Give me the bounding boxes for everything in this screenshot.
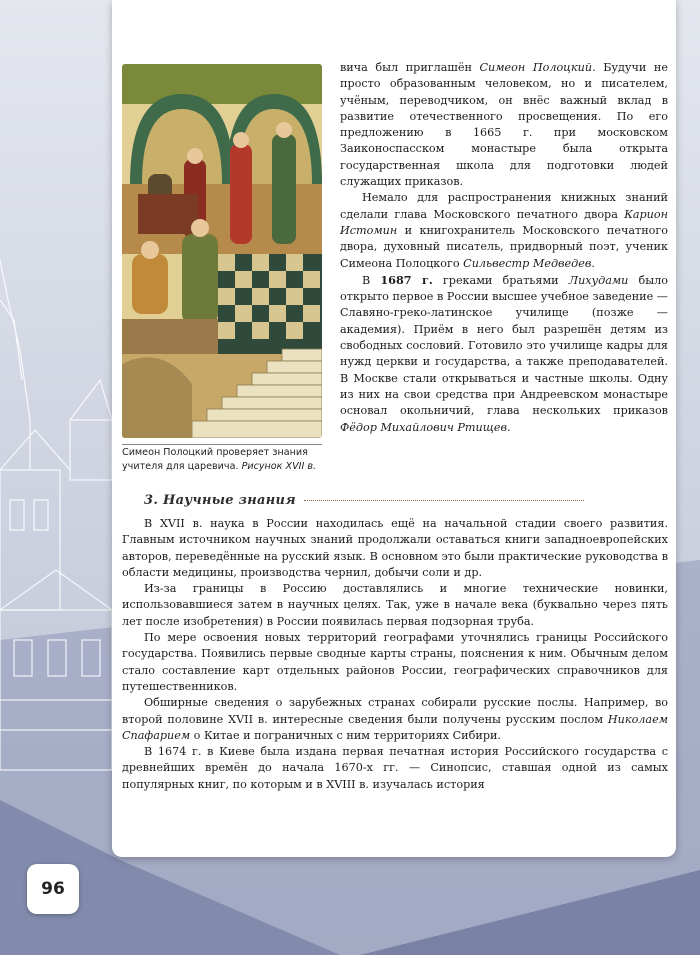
text-run: Из-за границы в Россию доставлялись и многие технические новинки, использовавшиеся затем в научных целях. Так, уже в начале века (буквально через пять лет после изобретения) в России появилась первая подзорная труба. bbox=[122, 582, 668, 628]
paragraph bbox=[122, 695, 668, 744]
italic-name: Фёдор Михайлович Ртищев bbox=[340, 420, 508, 434]
paragraph bbox=[340, 190, 668, 271]
text-run: вича был приглашён bbox=[340, 61, 480, 74]
paragraph bbox=[122, 581, 668, 630]
italic-name: Симеон Полоцкий bbox=[479, 61, 593, 74]
section-heading: 3. Научные знания bbox=[144, 492, 668, 510]
text-run: и книгохранитель Московского печатного двора, духовный писатель, придворный поэт, ученик Симеона Полоцкого bbox=[340, 223, 668, 270]
text-run: греками братьями bbox=[432, 273, 569, 287]
text-run: Обширные сведения о зарубежных странах собирали русские послы. Например, во второй половине XVII в. интересные сведения были получены русским послом bbox=[122, 696, 668, 726]
figure-caption: Симеон Полоцкий проверяет знания учителя для царевича. Рисунок XVII в. bbox=[122, 447, 317, 472]
paragraph bbox=[122, 630, 668, 695]
section-scientific-knowledge bbox=[122, 492, 668, 793]
paragraph bbox=[122, 744, 668, 793]
paragraph bbox=[340, 60, 668, 190]
paragraph bbox=[340, 272, 668, 436]
text-run: было открыто первое в России высшее учебное заведение — Славяно-греко-латинское училище (позже — академия). Приём в него был разрешён детям из свободных сословий. Готовило это училище кадры для нужд церкви и государства, а также преподавателей. В Москве стали открываться и частные школы. Одну из них на свои средства при Андреевском монастыре основал окольничий, глава нескольких приказов bbox=[340, 273, 668, 418]
section-body bbox=[122, 516, 668, 793]
caption-divider bbox=[122, 444, 322, 445]
figure-caption-reference: Рисунок XVII в. bbox=[241, 460, 317, 472]
right-column-text bbox=[340, 60, 668, 436]
text-run: . bbox=[591, 256, 595, 270]
text-run: . Будучи не просто образованным человеком, но и писателем, учёным, переводчиком, он внёс важный вклад в развитие отечественного просвещения. По его предложению в 1665 г. при московском Заиконоспасском монастыре была открыта государственная школа для подготовки людей служащих приказов. bbox=[340, 61, 668, 189]
italic-name: Николаем Спафарием bbox=[122, 712, 668, 742]
italic-name: Карион Истомин bbox=[340, 207, 668, 237]
page-number: 96 bbox=[27, 864, 79, 914]
text-run: В XVII в. наука в России находилась ещё на начальной стадии своего развития. Главным источником научных знаний продолжали оставаться книги западноевропейских авторов, переведённые на русский язык. В основном это были практические руководства в области медицины, производства чернил, добычи соли и др. bbox=[122, 517, 668, 579]
historical-miniature-illustration bbox=[122, 64, 322, 438]
text-run: По мере освоения новых территорий географами уточнялись границы Российского государства. Появились первые сводные карты страны, пояснения к ним. Обычным делом стало составление карт отдельных районов России, географических справочников для путешественников. bbox=[122, 631, 668, 693]
italic-name: Лихудами bbox=[568, 273, 629, 287]
paragraph bbox=[122, 516, 668, 581]
text-run: В 1674 г. в Киеве была издана первая печатная история Российского государства с древнейших времён до начала 1670-х гг. — Синопсис, ставшая одной из самых популярных книг, по которым и в XVIII в. изучалась история bbox=[122, 745, 668, 791]
italic-name: Сильвестр Медведев bbox=[463, 256, 592, 270]
bold-date: 1687 г. bbox=[380, 272, 433, 287]
heading-rule bbox=[304, 500, 584, 501]
text-run: В bbox=[362, 273, 381, 287]
text-run: Немало для распространения книжных знаний сделали глава Московского печатного двора bbox=[340, 191, 668, 221]
text-run: о Китае и пограничных с ним территориях Сибири. bbox=[190, 728, 501, 742]
text-run: . bbox=[507, 420, 511, 434]
